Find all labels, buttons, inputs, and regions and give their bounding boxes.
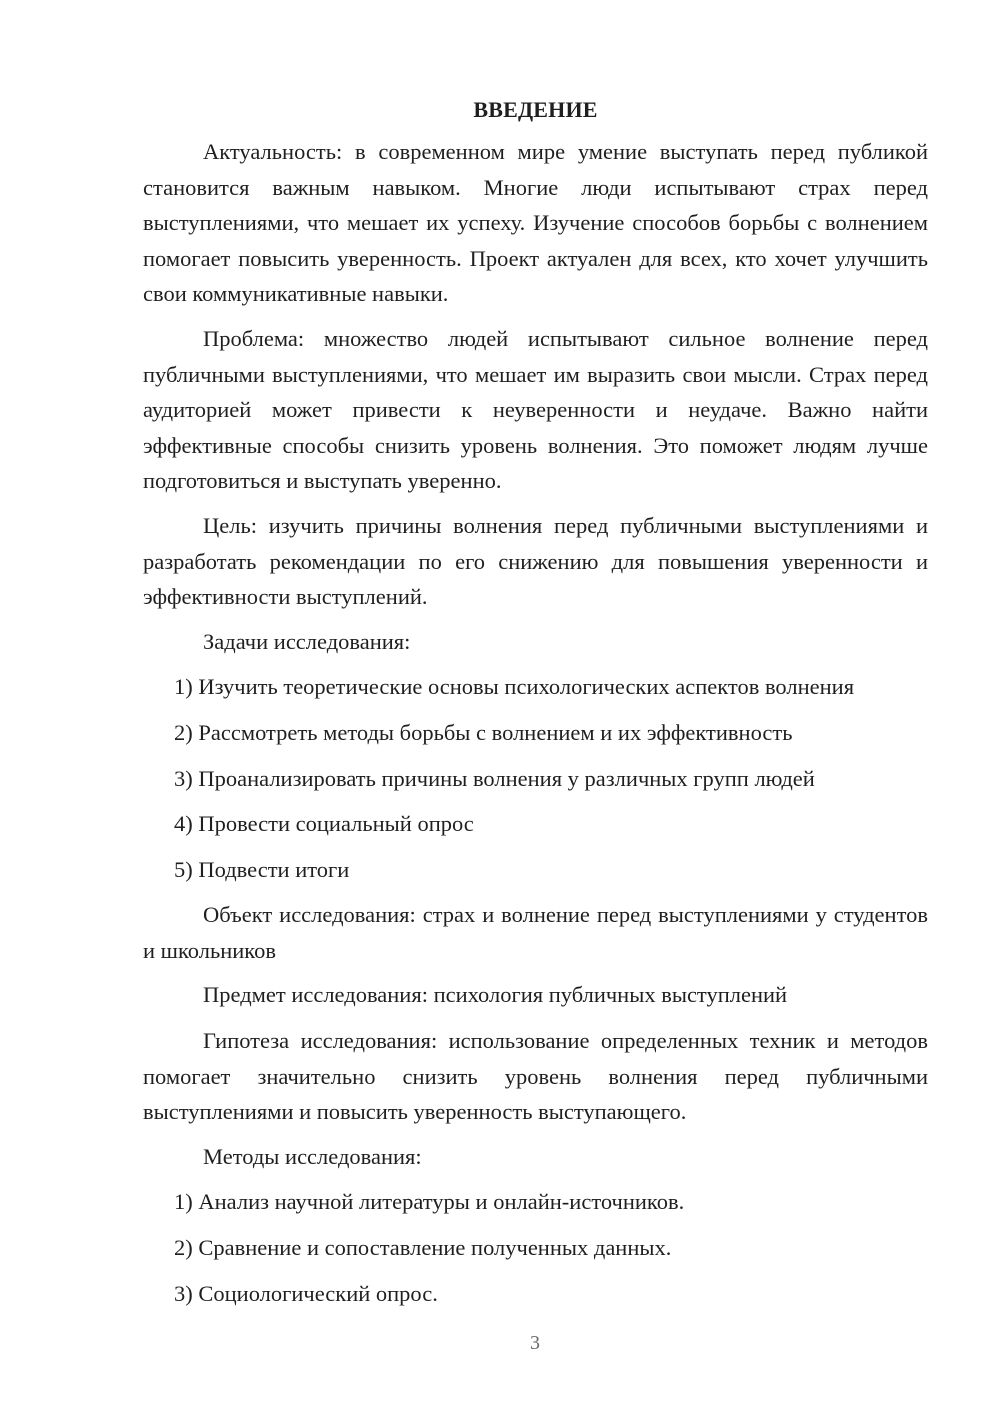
- tasks-heading: Задачи исследования:: [203, 628, 411, 654]
- subject-paragraph: Предмет исследования: психология публичных выступлений: [203, 982, 788, 1008]
- problem-paragraph: Проблема: множество людей испытывают сильное волнение перед публичными выступлениями, что мешает им выразить свои мысли. Страх перед аудиторией может привести к неуверенности и неудаче. Важно найти эффективные способы снизить уровень волнения. Это поможет людям лучше подготовиться и выступать уверенно.: [143, 325, 928, 494]
- goal-paragraph: Цель: изучить причины волнения перед публичными выступлениями и разработать рекомендации по его снижению для повышения уверенности и эффективности выступлений.: [143, 512, 928, 610]
- object-paragraph: Объект исследования: страх и волнение перед выступлениями у студентов и школьников: [143, 902, 928, 963]
- hypothesis-paragraph: Гипотеза исследования: использование определенных техник и методов помогает значительно снизить уровень волнения перед публичными выступлениями и повысить уверенность выступающего.: [143, 1028, 928, 1125]
- task-item: 3) Проанализировать причины волнения у различных групп людей: [174, 765, 815, 791]
- method-item: 2) Сравнение и сопоставление полученных данных.: [174, 1235, 672, 1261]
- methods-list: [143, 1184, 928, 1311]
- task-item: 1) Изучить теоретические основы психологических аспектов волнения: [174, 674, 855, 700]
- document-page: [143, 92, 928, 1321]
- methods-heading: Методы исследования:: [203, 1143, 422, 1169]
- task-item: 5) Подвести итоги: [174, 856, 350, 882]
- tasks-list: [143, 669, 928, 887]
- page-number: 3: [530, 1332, 540, 1354]
- method-item: 3) Социологический опрос.: [174, 1280, 438, 1306]
- method-item: 1) Анализ научной литературы и онлайн-источников.: [174, 1189, 685, 1215]
- task-item: 4) Провести социальный опрос: [174, 811, 474, 837]
- relevance-paragraph: Актуальность: в современном мире умение выступать перед публикой становится важным навыком. Многие люди испытывают страх перед выступлениями, что мешает их успеху. Изучение способов борьбы с волнением помогает повысить уверенность. Проект актуален для всех, кто хочет улучшить свои коммуникативные навыки.: [143, 139, 928, 307]
- task-item: 2) Рассмотреть методы борьбы с волнением и их эффективность: [174, 719, 793, 745]
- page-title: ВВЕДЕНИЕ: [473, 97, 598, 122]
